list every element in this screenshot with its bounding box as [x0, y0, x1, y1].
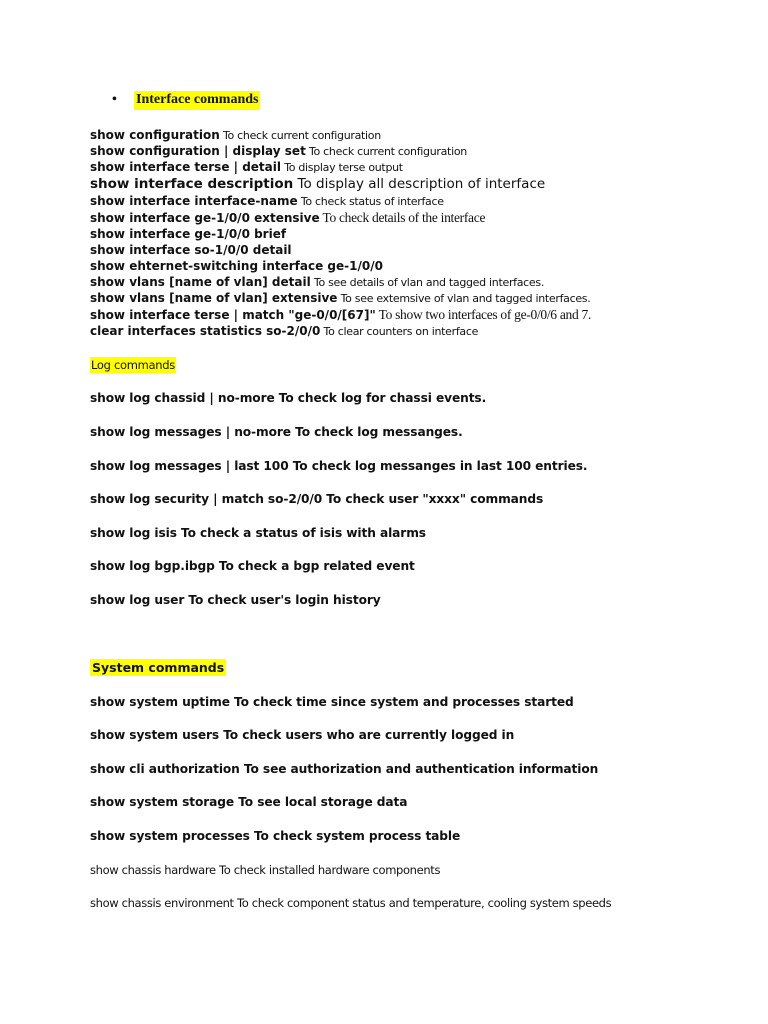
description-text: To show two interfaces of ge-0/0/6 and 7.	[375, 307, 592, 322]
command-text: show interface ge-1/0/0 extensive	[90, 211, 320, 225]
log-line: show log chassid | no-more To check log for chassi events.	[90, 391, 487, 405]
description-text: To check details of the interface	[319, 210, 486, 225]
system-line-plain: show chassis environment To check component status and temperature, cooling system speeds	[90, 896, 612, 910]
interface-line	[90, 259, 383, 273]
system-line: show system storage To see local storage data	[90, 795, 408, 809]
bullet-icon: •	[112, 92, 117, 107]
command-text: show vlans [name of vlan] detail	[90, 275, 311, 289]
command-text: show interface terse | match "ge-0/0/[67]"	[90, 308, 376, 322]
interface-line	[90, 160, 403, 174]
description-text: To clear counters on interface	[320, 325, 479, 338]
description-text: To check current configuration	[219, 129, 381, 142]
system-section-title: System commands	[92, 660, 225, 675]
log-line: show log isis To check a status of isis with alarms	[90, 526, 426, 540]
log-line: show log bgp.ibgp To check a bgp related event	[90, 559, 415, 573]
log-line: show log security | match so-2/0/0 To check user "xxxx" commands	[90, 492, 544, 506]
interface-line	[90, 324, 478, 338]
log-line: show log messages | last 100 To check log messanges in last 100 entries.	[90, 459, 588, 473]
log-section-title: Log commands	[91, 358, 175, 372]
description-text: To see details of vlan and tagged interfaces.	[310, 276, 545, 289]
interface-line	[90, 227, 286, 241]
command-text: show interface so-1/0/0 detail	[90, 243, 292, 257]
command-text: show configuration | display set	[90, 144, 306, 158]
system-line: show system uptime To check time since system and processes started	[90, 695, 574, 709]
interface-line	[90, 291, 590, 305]
command-text: show configuration	[90, 128, 220, 142]
interface-line	[90, 275, 544, 289]
interface-line	[90, 307, 591, 323]
command-text: clear interfaces statistics so-2/0/0	[90, 324, 321, 338]
description-text: To display all description of interface	[293, 176, 546, 192]
command-text: show interface description	[90, 176, 294, 192]
description-text: To display terse output	[281, 161, 403, 174]
command-text: show vlans [name of vlan] extensive	[90, 291, 338, 305]
command-text: show ehternet-switching interface ge-1/0/0	[90, 259, 383, 273]
log-line: show log messages | no-more To check log messanges.	[90, 425, 463, 439]
log-line: show log user To check user's login history	[90, 593, 381, 607]
interface-line	[90, 128, 381, 142]
command-text: show interface ge-1/0/0 brief	[90, 227, 287, 241]
interface-section-title: Interface commands	[134, 91, 260, 110]
interface-line	[90, 144, 467, 158]
system-line: show cli authorization To see authorization and authentication information	[90, 762, 599, 776]
system-line: show system users To check users who are currently logged in	[90, 728, 515, 742]
command-text: show interface interface-name	[90, 194, 298, 208]
system-line: show system processes To check system process table	[90, 829, 461, 843]
command-text: show interface terse | detail	[90, 160, 281, 174]
description-text: To check current configuration	[305, 145, 467, 158]
description-text: To check status of interface	[297, 195, 444, 208]
interface-line	[90, 176, 545, 192]
description-text: To see extemsive of vlan and tagged interfaces.	[337, 292, 591, 305]
interface-line	[90, 210, 485, 226]
interface-line	[90, 194, 444, 208]
system-line-plain: show chassis hardware To check installed hardware components	[90, 863, 441, 877]
interface-line	[90, 243, 292, 257]
